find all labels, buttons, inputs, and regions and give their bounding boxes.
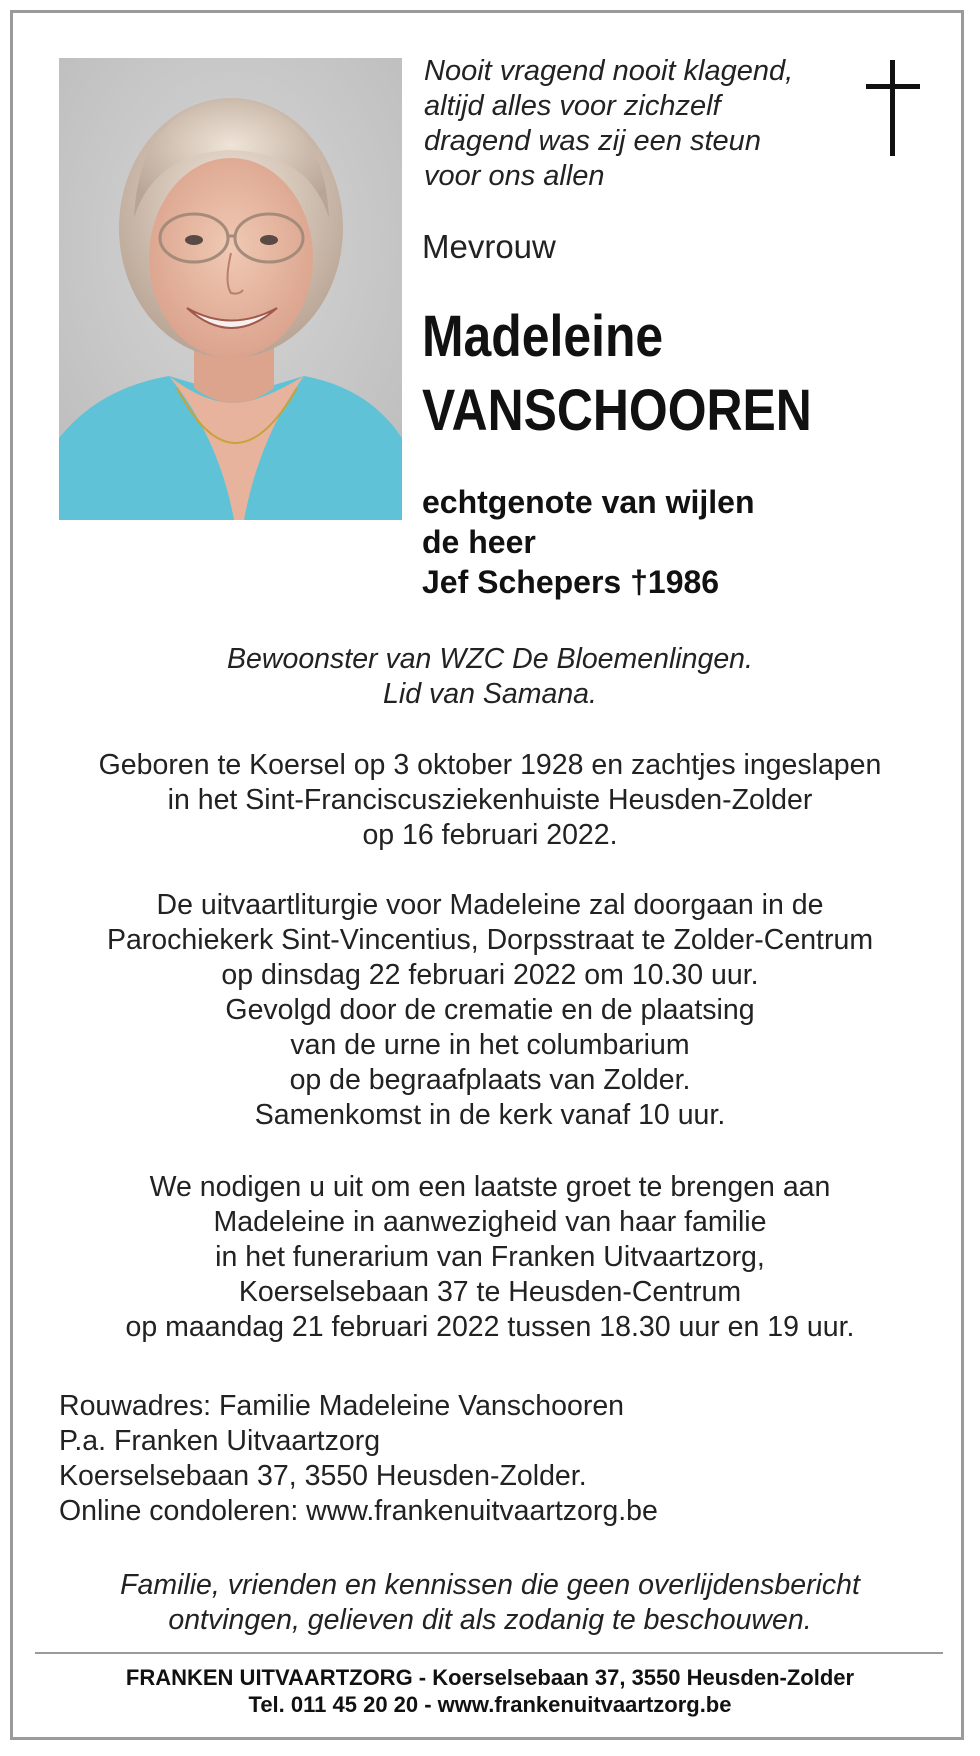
closing-line: ontvingen, gelieven dit als zodanig te beschouwen.	[168, 1604, 812, 1636]
poem-line: voor ons allen	[424, 160, 605, 192]
portrait-photo-illustration	[59, 58, 402, 520]
funeral-line: De uitvaartliturgie voor Madeleine zal doorgaan in de	[156, 889, 824, 921]
spouse-line: de heer	[422, 524, 536, 560]
visitation-line: op maandag 21 februari 2022 tussen 18.30 uur en 19 uur.	[125, 1311, 855, 1343]
spouse-line: echtgenote van wijlen	[422, 484, 755, 520]
address-line: Rouwadres: Familie Madeleine Vanschooren	[59, 1390, 625, 1422]
funeral-line: Parochiekerk Sint-Vincentius, Dorpsstraat te Zolder-Centrum	[106, 924, 874, 956]
visitation-line: Madeleine in aanwezigheid van haar familie	[213, 1206, 767, 1238]
honorific: Mevrouw	[422, 228, 556, 265]
visitation-info	[40, 1170, 940, 1345]
footer-line: FRANKEN UITVAARTZORG - Koerselsebaan 37, 3550 Heusden-Zolder	[125, 1665, 855, 1690]
residence-line: Bewoonster van WZC De Bloemenlingen.	[227, 643, 753, 675]
portrait-photo	[59, 58, 402, 520]
footer-divider	[35, 1652, 943, 1654]
closing-note	[40, 1568, 940, 1638]
funeral-home-footer	[40, 1664, 940, 1718]
footer-line: Tel. 011 45 20 20 - www.frankenuitvaartzorg.be	[248, 1692, 732, 1717]
poem-line: dragend was zij een steun	[424, 125, 761, 157]
funeral-line: op dinsdag 22 februari 2022 om 10.30 uur.	[221, 959, 759, 991]
funeral-line: Gevolgd door de crematie en de plaatsing	[225, 994, 755, 1026]
visitation-line: Koerselsebaan 37 te Heusden-Centrum	[238, 1276, 742, 1308]
funeral-info	[40, 888, 940, 1133]
birth-death-line: in het Sint-Franciscusziekenhuiste Heusden-Zolder	[167, 784, 813, 816]
visitation-line: in het funerarium van Franken Uitvaartzorg,	[215, 1241, 765, 1273]
mourning-address	[59, 1389, 658, 1529]
poem-line: altijd alles voor zichzelf	[424, 90, 721, 122]
latin-cross-icon	[863, 60, 923, 160]
address-line: P.a. Franken Uitvaartzorg	[59, 1425, 381, 1457]
poem-line: Nooit vragend nooit klagend,	[424, 55, 794, 87]
address-line: Koerselsebaan 37, 3550 Heusden-Zolder.	[59, 1460, 587, 1492]
birth-death-line: op 16 februari 2022.	[362, 819, 618, 851]
residence-line: Lid van Samana.	[383, 678, 597, 710]
funeral-line: Samenkomst in de kerk vanaf 10 uur.	[254, 1099, 726, 1131]
first-name: Madeleine	[422, 304, 664, 369]
spouse-line: Jef Schepers †1986	[422, 564, 720, 600]
funeral-line: op de begraafplaats van Zolder.	[289, 1064, 691, 1096]
birth-death-info	[40, 748, 940, 853]
deceased-name	[422, 300, 812, 448]
closing-line: Familie, vrienden en kennissen die geen overlijdensbericht	[120, 1569, 860, 1601]
poem	[424, 54, 844, 194]
visitation-line: We nodigen u uit om een laatste groet te brengen aan	[149, 1171, 831, 1203]
spouse-info	[422, 482, 755, 602]
birth-death-line: Geboren te Koersel op 3 oktober 1928 en zachtjes ingeslapen	[98, 749, 882, 781]
residence-info	[40, 642, 940, 712]
address-line: Online condoleren: www.frankenuitvaartzorg.be	[59, 1495, 658, 1527]
funeral-line: van de urne in het columbarium	[290, 1029, 690, 1061]
last-name: VANSCHOOREN	[422, 378, 812, 443]
